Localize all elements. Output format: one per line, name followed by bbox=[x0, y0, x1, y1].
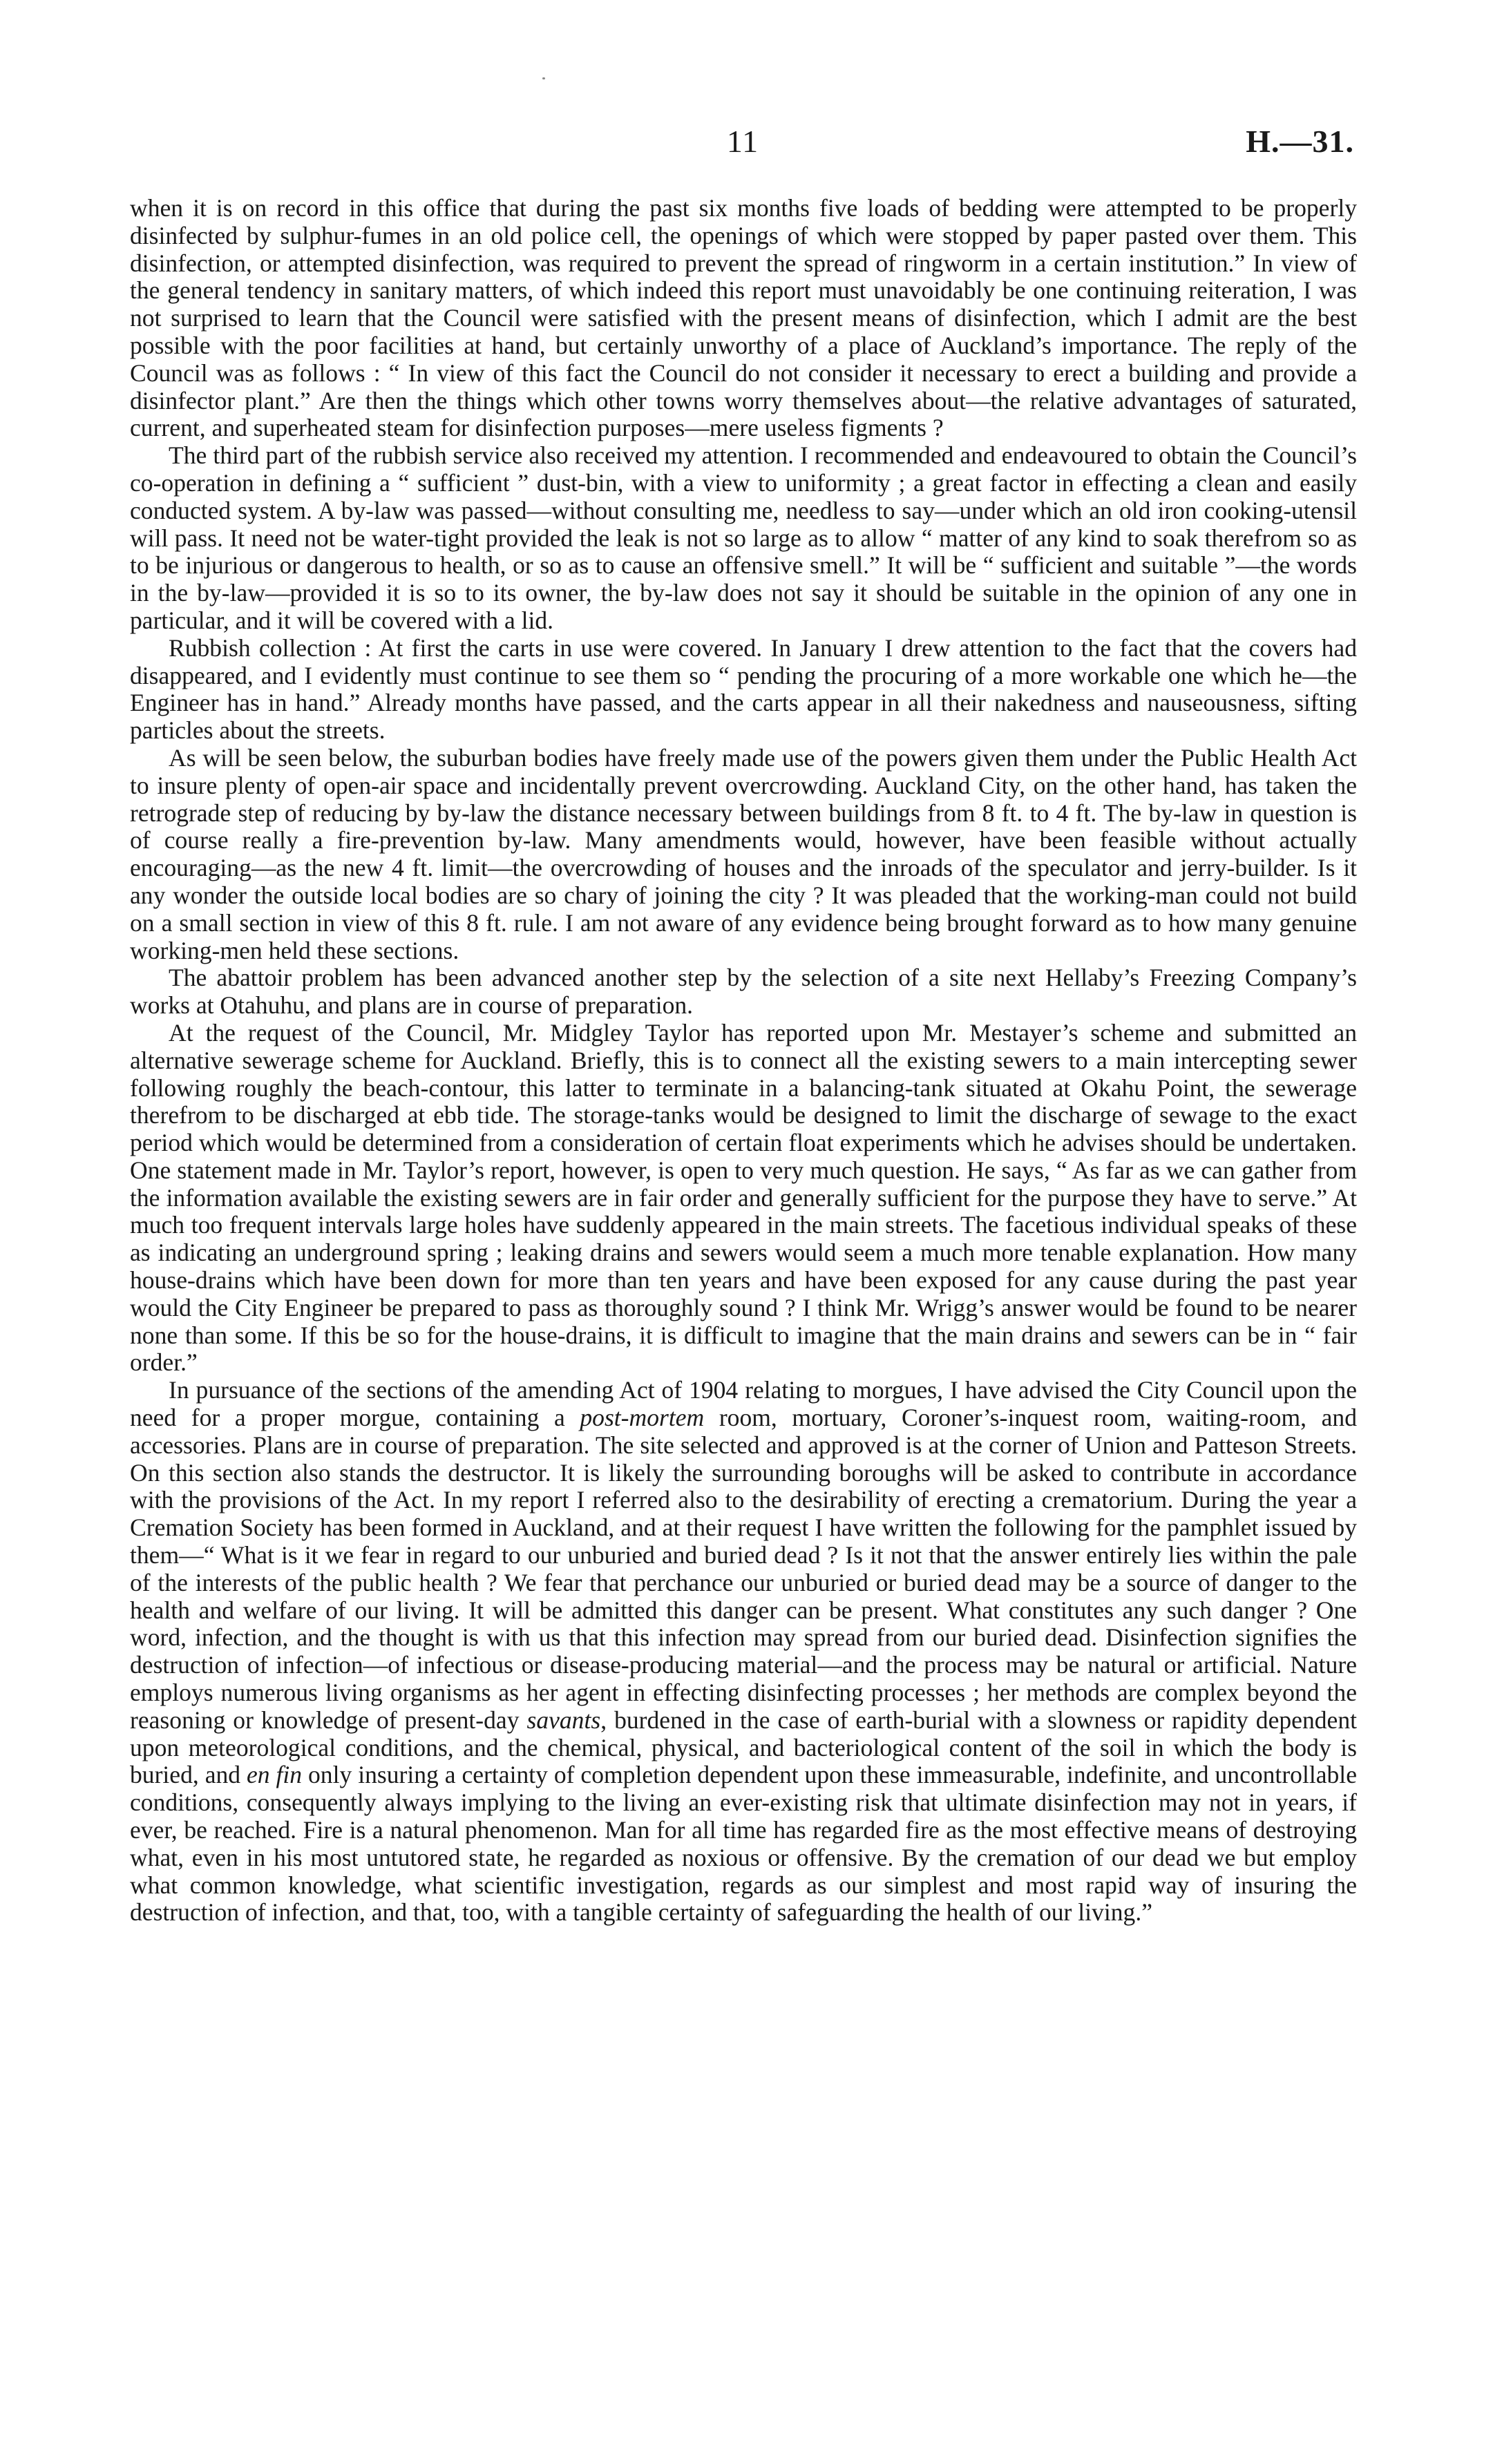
paragraph bbox=[130, 1020, 1357, 1377]
paragraph bbox=[130, 635, 1357, 745]
paragraph bbox=[130, 745, 1357, 964]
paragraph bbox=[130, 1377, 1357, 1927]
document-reference: H.—31. bbox=[1246, 124, 1354, 159]
paragraph-text: At the request of the Council, Mr. Midgley Taylor has reported upon Mr. Mestayer’s scheme and submitted an alternative sewerage scheme for Auckland. Briefly, this is to connect all the existing sewers to a main intercepting sewer following roughly the beach-contour, this latter to terminate in a balancing-tank situated at Okahu Point, the sewerage therefrom to be discharged at ebb tide. The storage-tanks would be designed to limit the discharge of sewage to the exact period which would be determined from a consideration of certain float experiments which he advises should be undertaken. One statement made in Mr. Taylor’s report, however, is open to very much question. He says, “ As far as we can gather from the information available the existing sewers are in fair order and generally sufficient for the purpose they have to serve.” At much too frequent intervals large holes have suddenly appeared in the main streets. The facetious individual speaks of these as indicating an underground spring ; leaking drains and sewers would seem a much more tenable explanation. How many house-drains which have been down for more than ten years and have been exposed for any cause during the past year would the City Engineer be prepared to pass as thoroughly sound ? I think Mr. Wrigg’s answer would be found to be nearer none than some. If this be so for the house-drains, it is difficult to imagine that the main drains and sewers can be in “ fair order.” bbox=[130, 1018, 1357, 1377]
paragraph-text: , burdened in the case of earth-burial with a slowness or rapidity dependent upon meteorological conditions, and the chemical, physical, and bacteriological content of the soil in which the body is buried, and bbox=[130, 1706, 1357, 1789]
body-text bbox=[130, 195, 1357, 1927]
paragraph bbox=[130, 964, 1357, 1020]
paragraph-text: In pursuance of the sections of the amending Act of 1904 relating to morgues, I have advised the City Council upon the need for a proper morgue, containing a bbox=[130, 1376, 1357, 1432]
paragraph-text: Rubbish collection : At first the carts in use were covered. In January I drew attention to the fact that the covers had disappeared, and I evidently must continue to see them so “ pending the procuring of a more workable one which he—the Engineer has in hand.” Already months have passed, and the carts appear in all their nakedness and nauseousness, sifting particles about the streets. bbox=[130, 633, 1357, 745]
paragraph-text: room, mortuary, Coroner’s-inquest room, waiting-room, and accessories. Plans are in course of preparation. The site selected and approved is at the corner of Union and Patteson Streets. On this section also stands the destructor. It is likely the surrounding boroughs will be asked to contribute in accordance with the provisions of the Act. In my report I referred also to the desirability of erecting a crematorium. During the year a Cremation Society has been formed in Auckland, and at their request I have written the following for the pamphlet issued by them—“ What is it we fear in regard to our unburied and buried dead ? Is it not that the answer entirely lies within the pale of the interests of the public health ? We fear that perchance our unburied or buried dead may be a source of danger to the health and welfare of our living. It will be admitted this danger can be present. What constitutes any such danger ? One word, infection, and the thought is with us that this infection may spread from our buried dead. Disinfection signifies the destruction of infection—of infectious or disease-producing material—and the process may be natural or artificial. Nature employs numerous living organisms as her agent in effecting disinfecting processes ; her methods are complex beyond the reasoning or knowledge of present-day bbox=[130, 1404, 1357, 1734]
paragraph-text: The third part of the rubbish service also received my attention. I recommended and endeavoured to obtain the Council’s co-operation in defining a “ sufficient ” dust-bin, with a view to uniformity ; a great factor in effecting a clean and easily conducted system. A by-law was passed—without consulting me, needless to say—under which an old iron cooking-utensil will pass. It need not be water-tight provided the leak is not so large as to allow “ matter of any kind to soak therefrom so as to be injurious or dangerous to health, or so as to cause an offensive smell.” It will be “ sufficient and suitable ”—the words in the by-law—provided it is so to its owner, the by-law does not say it should be suitable in the opinion of any one in particular, and it will be covered with a lid. bbox=[130, 441, 1357, 634]
italic-text: savants bbox=[526, 1706, 601, 1734]
italic-text: post-mortem bbox=[580, 1404, 705, 1432]
paragraph bbox=[130, 442, 1357, 635]
page-number: 11 bbox=[726, 124, 759, 159]
paragraph-text: The abattoir problem has been advanced another step by the selection of a site next Hellaby’s Freezing Company’s works at Otahuhu, and plans are in course of preparation. bbox=[130, 964, 1357, 1020]
paragraph bbox=[130, 195, 1357, 442]
page-header bbox=[131, 123, 1354, 171]
paragraph-text: when it is on record in this office that during the past six months five loads of bedding were attempted to be properly disinfected by sulphur-fumes in an old police cell, the openings of which were stopped by paper pasted over them. This disinfection, or attempted disinfection, was required to prevent the spread of ringworm in a certain institution.” In view of the general tendency in sanitary matters, of which indeed this report must unavoidably be one continuing reiteration, I was not surprised to learn that the Council were satisfied with the present means of disinfection, which I admit are the best possible with the poor facilities at hand, but certainly unworthy of a place of Auckland’s importance. The reply of the Council was as follows : “ In view of this fact the Council do not consider it necessary to erect a building and provide a disinfector plant.” Are then the things which other towns worry themselves about—the relative advantages of saturated, current, and superheated steam for disinfection purposes—mere useless figments ? bbox=[130, 194, 1357, 442]
paragraph-text: only insuring a certainty of completion dependent upon these immeasurable, indefinite, and uncontrollable conditions, consequently always implying to the living an ever-existing risk that ultimate disinfection may not in years, if ever, be reached. Fire is a natural phenomenon. Man for all time has regarded fire as the most effective means of destroying what, even in his most untutored state, he regarded as noxious or offensive. By the cremation of our dead we but employ what common knowledge, what scientific investigation, regards as our simplest and most rapid way of insuring the destruction of infection, and that, too, with a tangible certainty of safeguarding the health of our living.” bbox=[130, 1761, 1357, 1927]
paragraph-text: As will be seen below, the suburban bodies have freely made use of the powers given them under the Public Health Act to insure plenty of open-air space and incidentally prevent overcrowding. Auckland City, on the other hand, has taken the retrograde step of reducing by by-law the distance necessary between buildings from 8 ft. to 4 ft. The by-law in question is of course really a fire-prevention by-law. Many amendments would, however, have been feasible without actually encouraging—as the new 4 ft. limit—the overcrowding of houses and the inroads of the speculator and jerry-builder. Is it any wonder the outside local bodies are so chary of joining the city ? It was pleaded that the working-man could not build on a small section in view of this 8 ft. rule. I am not aware of any evidence being brought forward as to how many genuine working-men held these sections. bbox=[130, 743, 1357, 964]
scan-speck bbox=[542, 77, 545, 79]
italic-text: en fin bbox=[247, 1761, 303, 1789]
